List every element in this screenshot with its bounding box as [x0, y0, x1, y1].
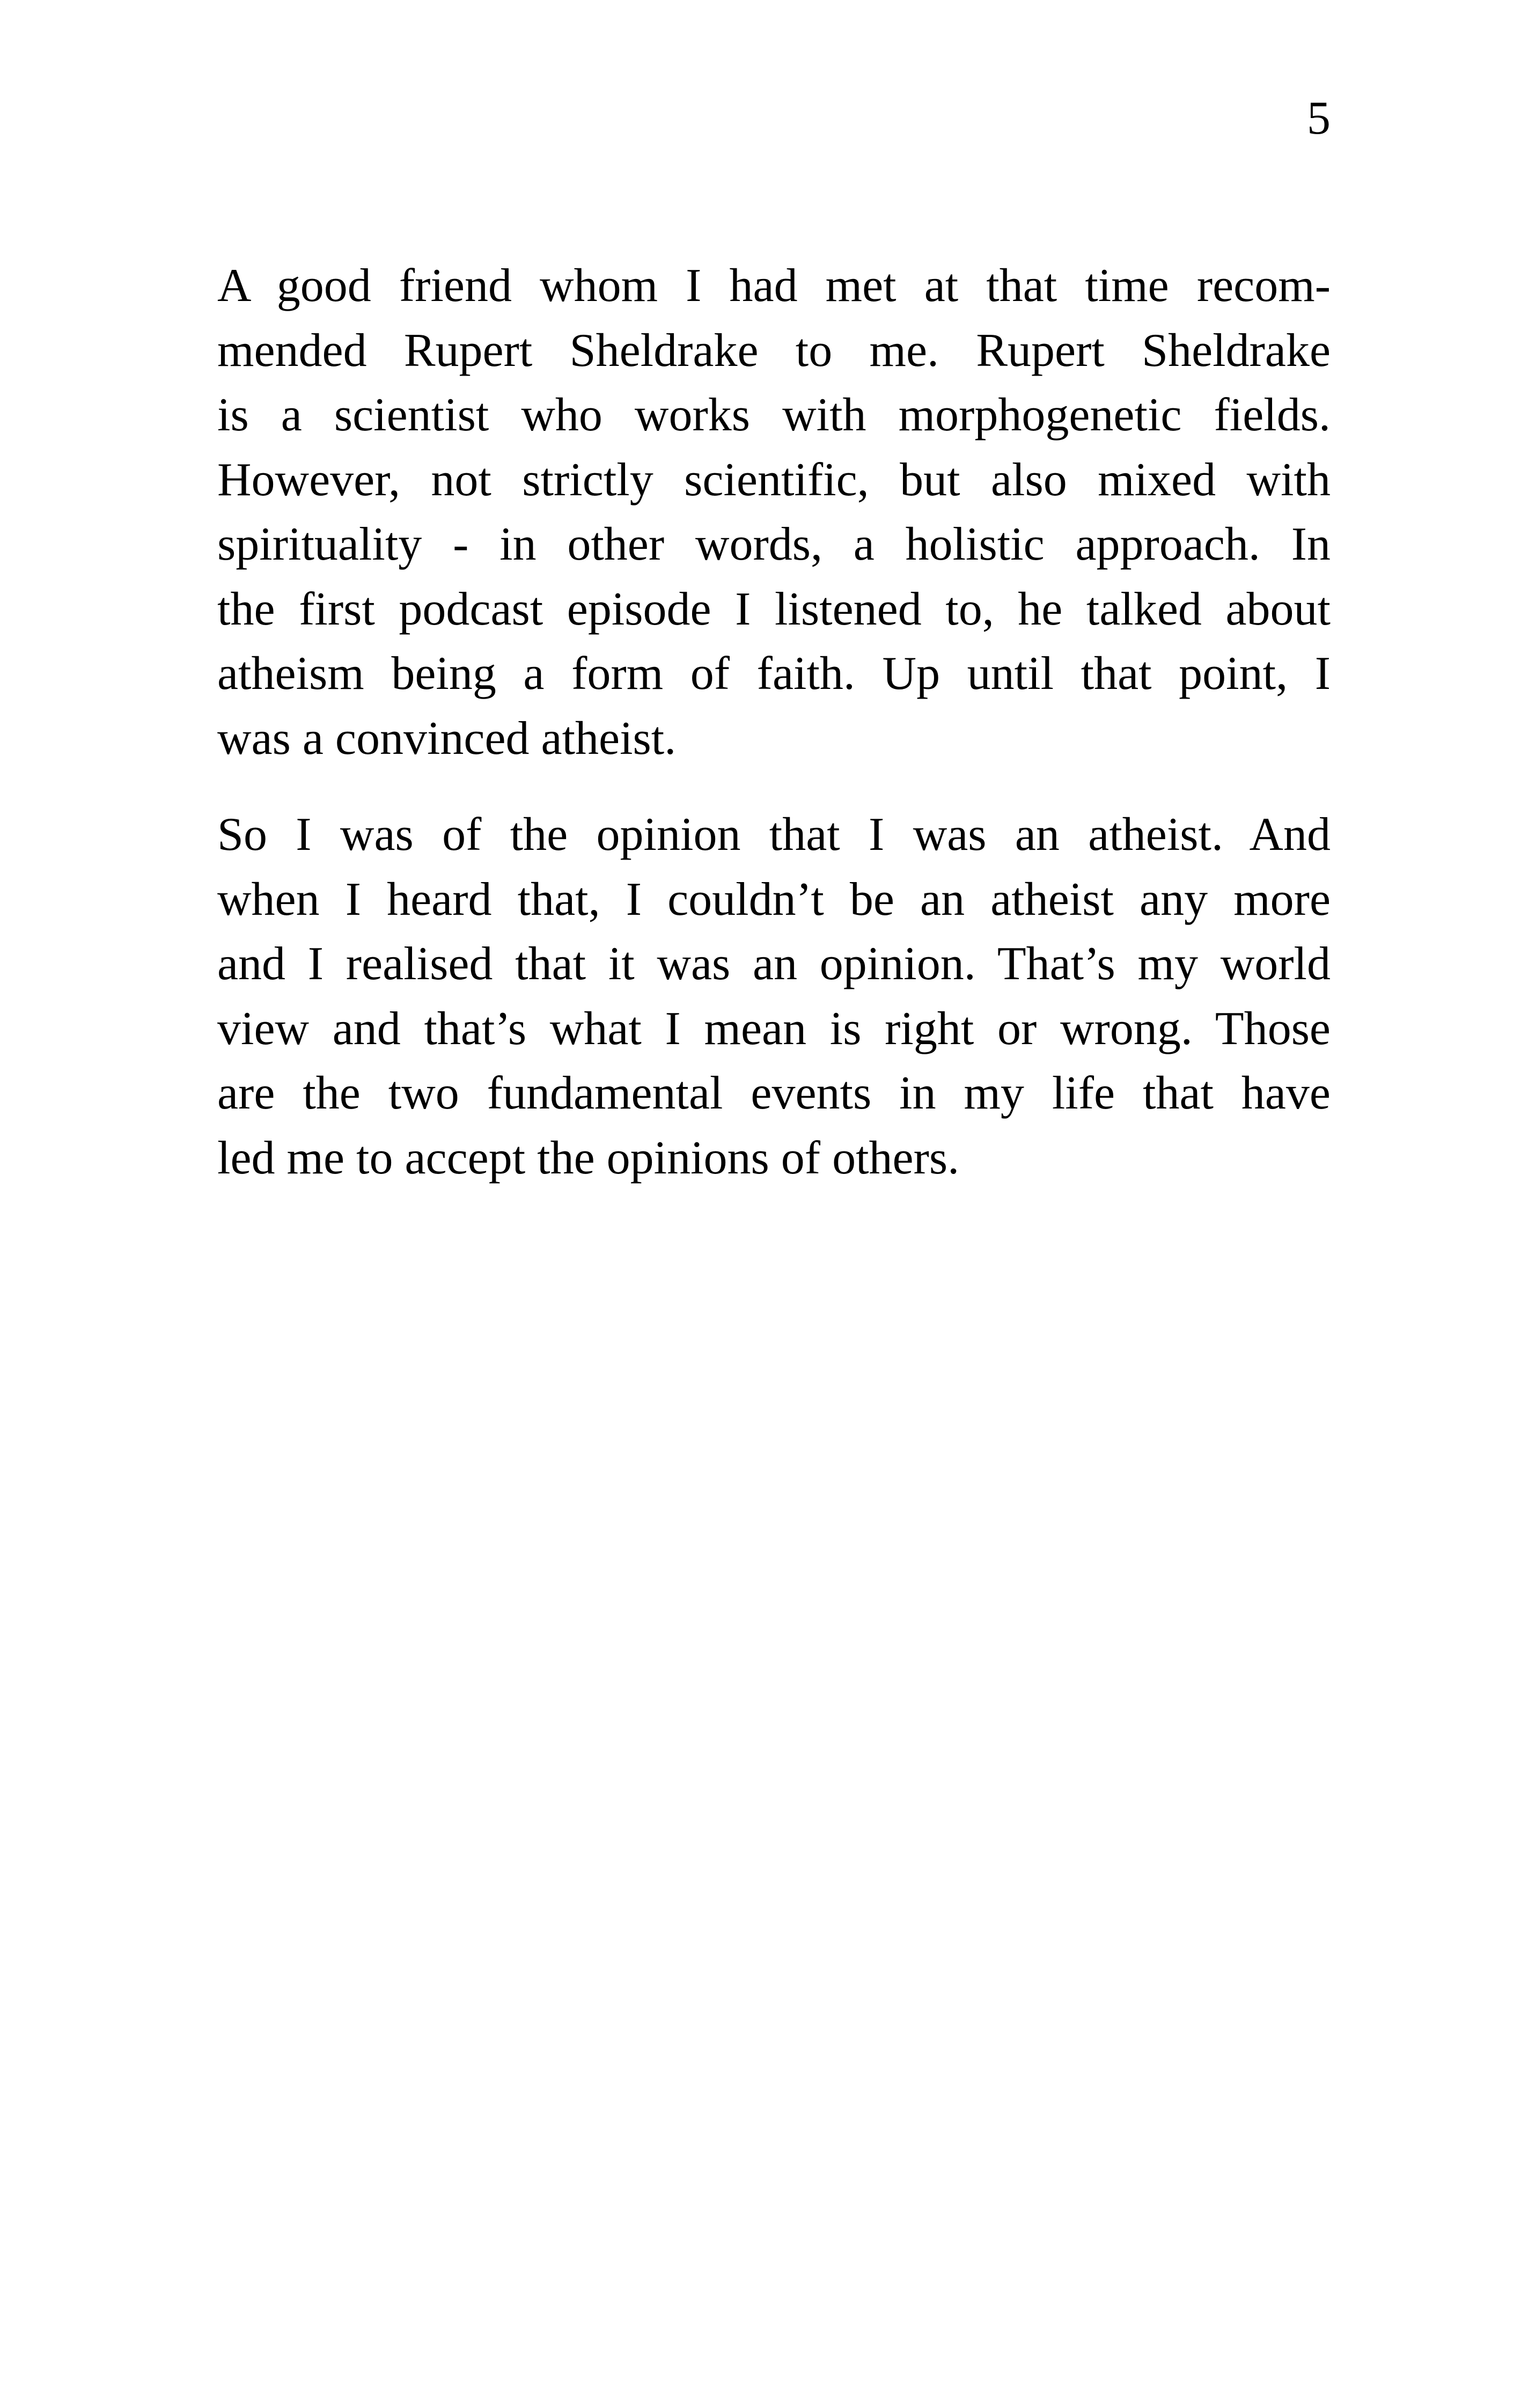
text-line: the first podcast episode I listened to, he talked about: [217, 583, 1331, 635]
page-number: 5: [1307, 92, 1331, 144]
text-line: spirituality - in other words, a holistic approach. In: [217, 518, 1331, 570]
text-line: atheism being a form of faith. Up until that point, I: [217, 648, 1331, 700]
text-line: A good friend whom I had met at that time recom-: [217, 260, 1331, 312]
text-line: and I realised that it was an opinion. That’s my world: [217, 938, 1331, 990]
text-line: is a scientist who works with morphogenetic fields.: [217, 389, 1331, 441]
text-line: was a convinced atheist.: [217, 712, 677, 765]
text-line: view and that’s what I mean is right or wrong. Those: [217, 1002, 1331, 1055]
text-line: mended Rupert Sheldrake to me. Rupert Sheldrake: [217, 324, 1331, 377]
text-line: However, not strictly scientific, but also mixed with: [217, 453, 1331, 506]
text-line: led me to accept the opinions of others.: [217, 1132, 960, 1184]
text-line: when I heard that, I couldn’t be an atheist any more: [217, 873, 1331, 926]
text-line: So I was of the opinion that I was an atheist. And: [217, 809, 1331, 861]
body-text: [217, 254, 1331, 1191]
text-line: are the two fundamental events in my life that have: [217, 1067, 1331, 1119]
paragraph-2: [217, 803, 1331, 1191]
paragraph-1: [217, 254, 1331, 771]
